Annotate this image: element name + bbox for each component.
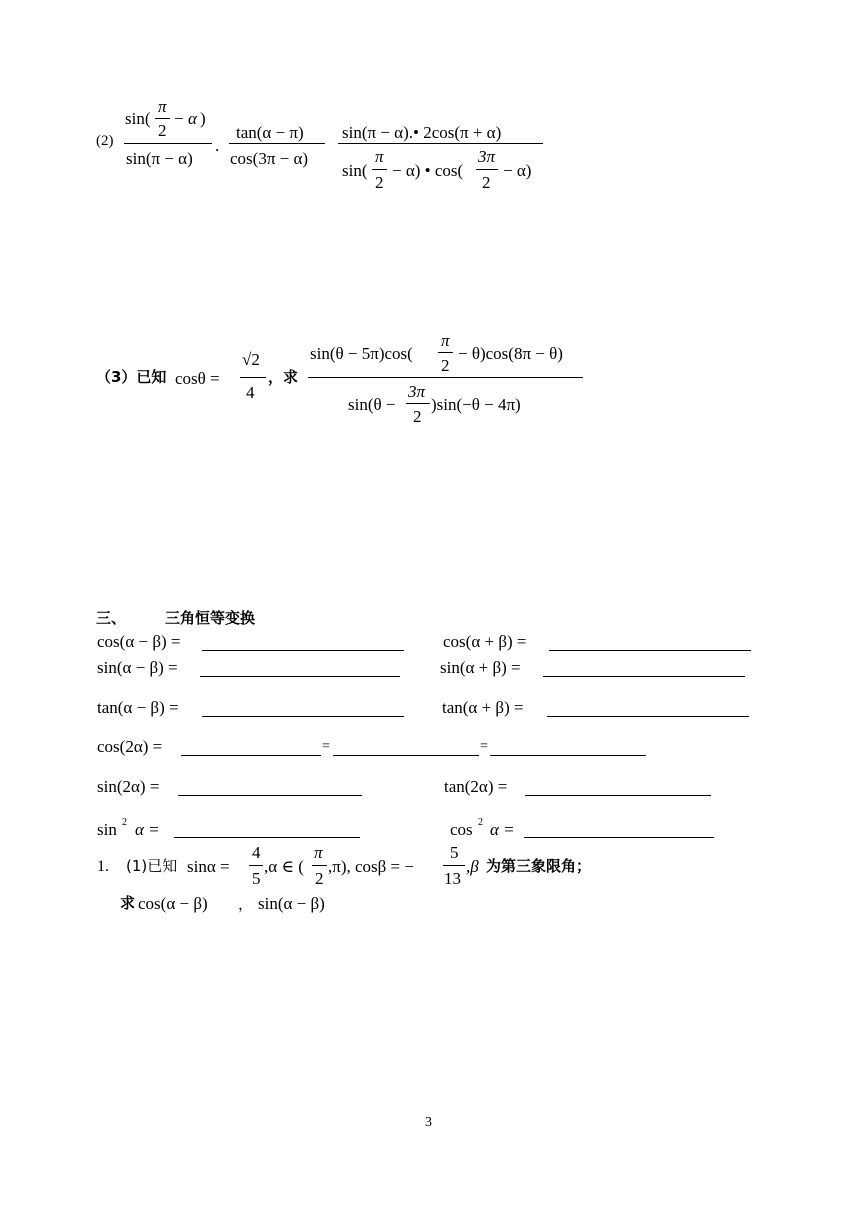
big-fraction-den-prefix: sin(θ − [348, 395, 396, 414]
fraction-1-inner-bar [155, 118, 170, 119]
problem-3-label: （3）已知 [96, 368, 167, 386]
fraction-3-den-prefix: sin( [342, 161, 368, 180]
cos-plus-label: cos(α + β) = [443, 632, 527, 651]
cos2a-blank-3[interactable] [490, 755, 646, 756]
question-1-number: 1. [97, 858, 109, 875]
fraction-2-bar [229, 143, 325, 144]
cos-minus-label: cos(α − β) = [97, 632, 181, 651]
tan-minus-blank[interactable] [202, 716, 404, 717]
ask-expr-1: cos(α − β) [138, 894, 208, 913]
q1-pi: π [314, 843, 323, 862]
big-fraction-num-inner-bar [438, 352, 453, 353]
cos2a-eq-2: = [480, 739, 488, 754]
beta: ,β [466, 857, 479, 876]
big-fraction-num-pi: π [441, 331, 450, 350]
problem-2-label: (2) [96, 133, 114, 149]
section-title: 三角恒等变换 [165, 609, 256, 627]
fraction-1-inner-numerator: π [158, 97, 167, 116]
fraction-1-bar [124, 143, 212, 144]
sin-squared-rest: α = [135, 820, 160, 839]
sin-plus-label: sin(α + β) = [440, 658, 521, 677]
cos-squared-blank[interactable] [524, 837, 714, 838]
sin-minus-label: sin(α − β) = [97, 658, 178, 677]
cos-fraction-bar [240, 377, 266, 378]
q1-pi-bar [312, 865, 327, 866]
alpha-in: ,α ∈ ( [264, 857, 304, 876]
big-fraction-num-prefix: sin(θ − 5π)cos( [310, 344, 413, 363]
sqrt-2: √2 [242, 350, 260, 369]
tan2a-blank[interactable] [525, 795, 711, 796]
big-fraction-den-suffix: )sin(−θ − 4π) [431, 395, 521, 414]
section-number: 三、 [96, 609, 127, 627]
fraction-3-den-pi: π [375, 147, 384, 166]
tan-plus-blank[interactable] [547, 716, 749, 717]
fraction-3-numerator: sin(π − α).• 2cos(π + α) [342, 123, 502, 142]
q1-frac-num: 4 [252, 843, 261, 862]
big-fraction-den-3pi: 3π [408, 382, 426, 401]
fraction-3-bar [338, 143, 543, 144]
q1-tail: 为第三象限角； [486, 857, 592, 875]
tan-plus-label: tan(α + β) = [442, 698, 524, 717]
fraction-2-denominator: cos(3π − α) [230, 149, 309, 168]
sin2a-label: sin(2α) = [97, 777, 160, 796]
fraction-3-den-suffix: − α) [503, 161, 532, 180]
ask-expr-2: sin(α − β) [258, 894, 325, 913]
cos2a-label: cos(2α) = [97, 737, 163, 756]
q1-frac2-den: 13 [444, 869, 461, 888]
comma-ask: ，求 [268, 368, 299, 386]
q1-frac2-num: 5 [450, 843, 459, 862]
cos-minus-blank[interactable] [202, 650, 404, 651]
fraction-1-minus: − [174, 109, 184, 128]
cos2a-blank-2[interactable] [333, 755, 479, 756]
fraction-1-inner-denominator: 2 [158, 121, 167, 140]
cos2a-eq-1: = [322, 739, 330, 754]
sin2a-blank[interactable] [178, 795, 362, 796]
sin-squared-blank[interactable] [174, 837, 360, 838]
cos-plus-blank[interactable] [549, 650, 751, 651]
fraction-1-numerator-prefix: sin( [125, 109, 151, 128]
q1-frac-bar [249, 865, 263, 866]
page-number: 3 [425, 1115, 432, 1130]
cos-squared-rest: α = [490, 820, 515, 839]
cos-theta: cosθ = [175, 369, 220, 388]
cos-squared-exponent: 2 [478, 817, 483, 828]
fraction-3-den-inner-bar [372, 169, 387, 170]
q1-frac-den: 5 [252, 869, 261, 888]
big-fraction-num-two: 2 [441, 356, 450, 375]
tan2a-label: tan(2α) = [444, 777, 508, 796]
four: 4 [246, 383, 255, 402]
big-fraction-den-inner-bar [406, 403, 430, 404]
ask-separator: ， [238, 895, 254, 913]
fraction-2-numerator: tan(α − π) [236, 123, 304, 142]
ask-label: 求 [120, 894, 136, 912]
sin-plus-blank[interactable] [543, 676, 745, 677]
question-1-part: (1)已知 [126, 857, 178, 875]
fraction-3-den-two-2: 2 [482, 173, 491, 192]
fraction-3-den-middle: − α) • cos( [392, 161, 464, 180]
big-fraction-num-suffix: − θ)cos(8π − θ) [458, 344, 563, 363]
sin-alpha: sinα = [187, 857, 230, 876]
cos2a-blank-1[interactable] [181, 755, 321, 756]
fraction-1-alpha: α [188, 109, 197, 128]
multiplication-dot: . [215, 136, 220, 155]
tan-minus-label: tan(α − β) = [97, 698, 179, 717]
q1-frac2-bar [443, 865, 465, 866]
big-fraction-bar [308, 377, 583, 378]
fraction-1-denominator: sin(π − α) [126, 149, 193, 168]
sin-squared-label: sin [97, 820, 117, 839]
big-fraction-den-two: 2 [413, 407, 422, 426]
pi-close-cos-beta: ,π), cosβ = − [328, 857, 414, 876]
fraction-3-den-two: 2 [375, 173, 384, 192]
fraction-3-den-inner-bar-2 [476, 169, 498, 170]
q1-two: 2 [315, 869, 324, 888]
sin-minus-blank[interactable] [200, 676, 400, 677]
fraction-1-close: ) [200, 109, 206, 128]
fraction-3-den-3pi: 3π [478, 147, 496, 166]
cos-squared-label: cos [450, 820, 473, 839]
sin-squared-exponent: 2 [122, 817, 127, 828]
